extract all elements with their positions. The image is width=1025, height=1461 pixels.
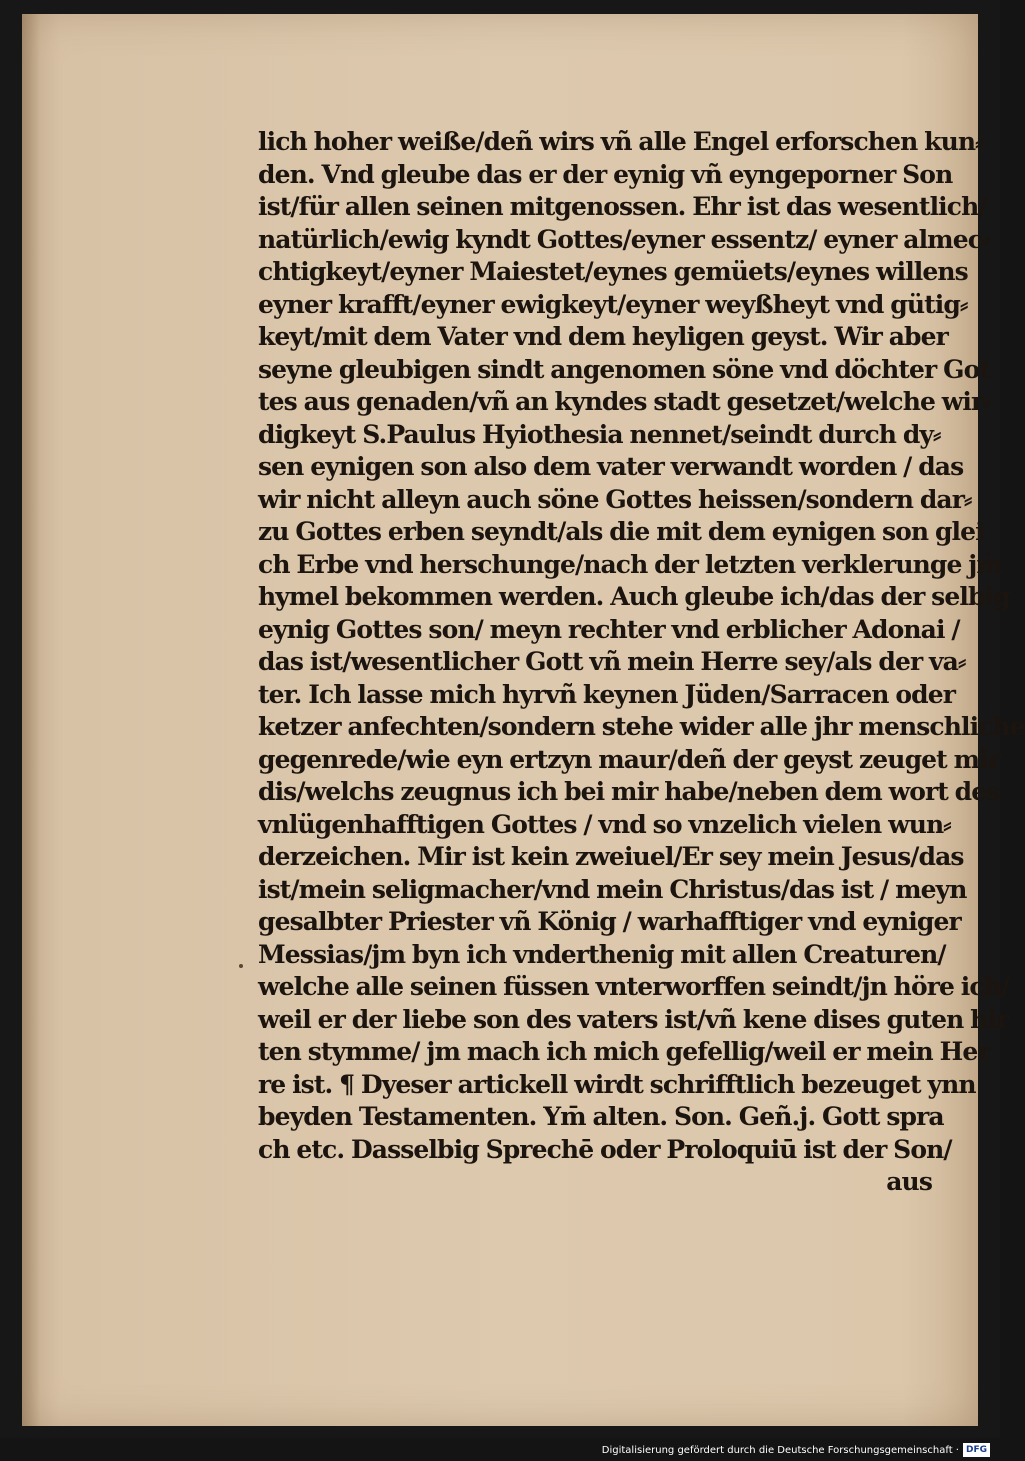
text-line: Messias/jm byn ich vnderthenig mit allen Creaturen/	[258, 939, 946, 969]
text-line: hymel bekommen werden. Auch gleube ich/das der selbig	[258, 582, 1010, 611]
text-line: dis/welchs zeugnus ich bei mir habe/neben dem wort des	[258, 777, 1000, 806]
text-line: den. Vnd gleube das er der eynig vñ eyngeporner Son	[258, 159, 953, 189]
text-line: gegenrede/wie eyn ertzyn maur/deñ der geyst zeuget mir	[258, 744, 1001, 774]
text-line: ketzer anfechten/sondern stehe wider alle jhr menschliche	[258, 712, 1025, 741]
funding-credit: Digitalisierung gefördert durch die Deutsche Forschungsgemeinschaft ·	[601, 1444, 959, 1456]
text-line: ist/für allen seinen mitgenossen. Ehr ist das wesentlich/	[258, 192, 987, 221]
text-line: ten stymme/ jm mach ich mich gefellig/weil er mein Her	[258, 1037, 990, 1066]
text-line: eynig Gottes son/ meyn rechter vnd erblicher Adonai /	[258, 614, 960, 644]
text-line: ist/mein seligmacher/vnd mein Christus/das ist / meyn	[258, 874, 967, 904]
text-line: beyden Testamenten. Ym̄ alten. Son. Geñ.j. Gott spra	[258, 1102, 944, 1131]
text-line: weil er der liebe son des vaters ist/vñ kene dises guten hir	[258, 1004, 1009, 1034]
text-line: ch Erbe vnd herschunge/nach der letzten verklerunge jm̄	[258, 549, 1002, 579]
text-line: re ist. ¶ Dyeser artickell wirdt schrifftlich bezeuget ynn	[258, 1069, 976, 1099]
text-line: welche alle seinen füssen vnterworffen seindt/jn höre ich/	[258, 972, 1010, 1001]
text-line: seyne gleubigen sindt angenomen söne vnd döchter Got	[258, 354, 991, 384]
text-line: gesalbter Priester vñ König / warhafftiger vnd eyniger	[258, 907, 961, 936]
dfg-logo-icon: DFG	[963, 1443, 990, 1457]
text-line: ch etc. Dasselbig Sprechē oder Proloquiū ist der Son/	[258, 1134, 952, 1164]
text-line: natürlich/ewig kyndt Gottes/eyner essentz/ eyner almec⸗	[258, 224, 990, 254]
text-line: sen eynigen son also dem vater verwandt worden / das	[258, 452, 964, 481]
text-line: digkeyt S.Paulus Hyiothesia nennet/seindt durch dy⸗	[258, 419, 941, 449]
text-line: lich hoher weiße/deñ wirs vñ alle Engel erforschen kun⸗	[258, 127, 983, 156]
text-line: ter. Ich lasse mich hyrvñ keynen Jüden/Sarracen oder	[258, 679, 955, 709]
text-line: zu Gottes erben seyndt/als die mit dem eynigen son glei	[258, 517, 984, 546]
text-line: wir nicht alleyn auch söne Gottes heissen/sondern dar⸗	[258, 484, 972, 514]
text-line: tes aus genaden/vñ an kyndes stadt gesetzet/welche wir⸗	[258, 387, 991, 416]
text-line: vnlügenhafftigen Gottes / vnd so vnzelich vielen wun⸗	[258, 809, 951, 839]
text-line: das ist/wesentlicher Gott vñ mein Herre sey/als der va⸗	[258, 647, 966, 676]
digitization-footer	[602, 1442, 990, 1458]
text-line: derzeichen. Mir ist kein zweiuel/Er sey mein Jesus/das	[258, 842, 964, 871]
catchword: aus	[886, 1167, 932, 1196]
text-line: eyner krafft/eyner ewigkeyt/eyner weyßheyt vnd gütig⸗	[258, 289, 968, 319]
ink-speck	[239, 964, 243, 968]
page-text-block	[258, 126, 1025, 1199]
text-line: chtigkeyt/eyner Maiestet/eynes gemüets/eynes willens	[258, 257, 968, 286]
text-line: keyt/mit dem Vater vnd dem heyligen geyst. Wir aber	[258, 322, 948, 351]
page-fold-shadow	[22, 14, 40, 1426]
